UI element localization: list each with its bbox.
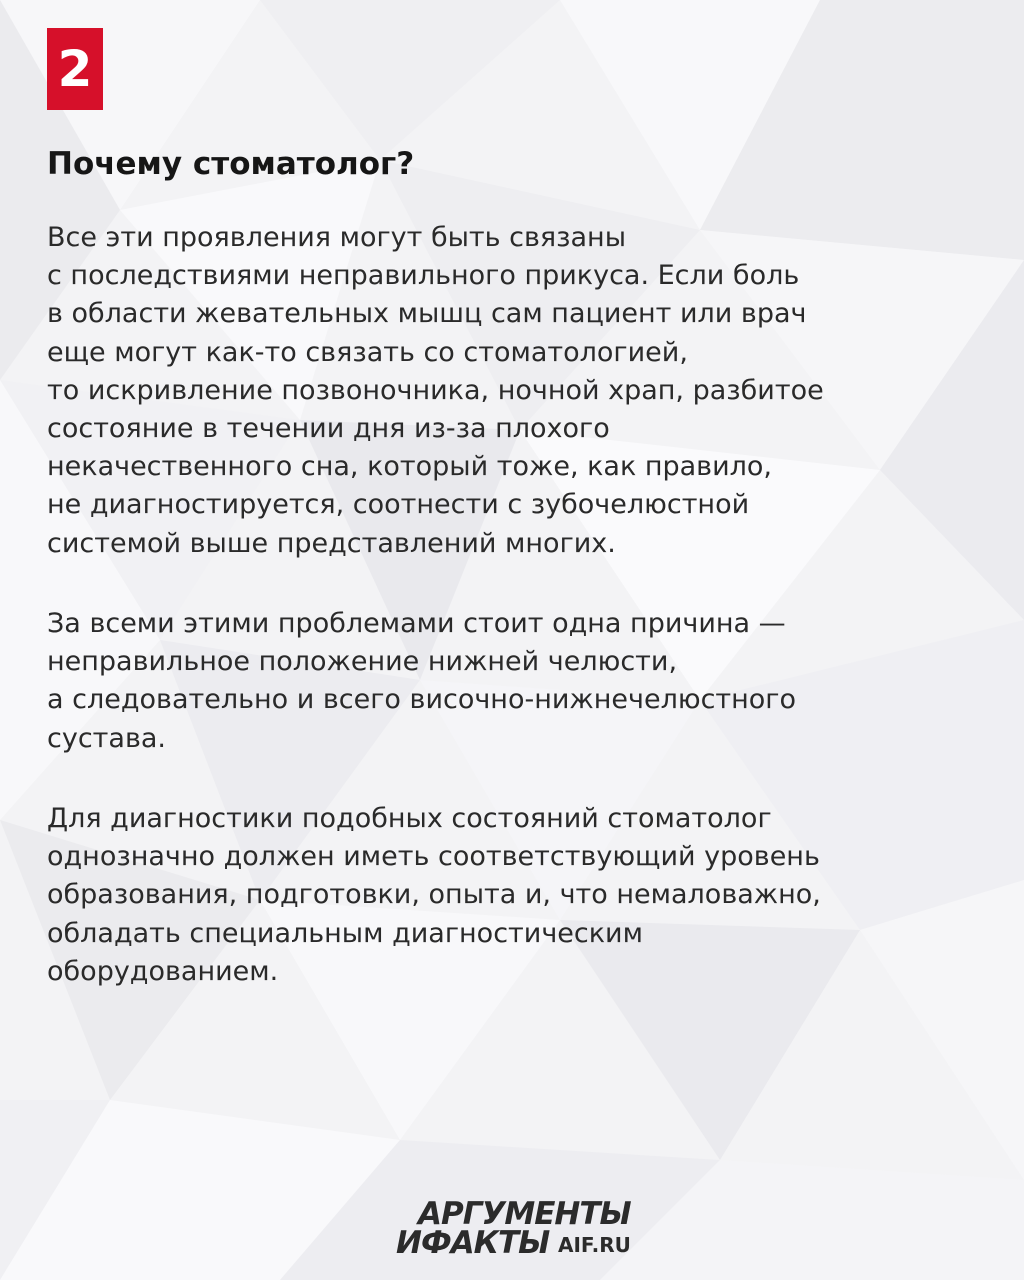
paragraph-line: За всеми этими проблемами стоит одна причина — bbox=[47, 608, 786, 639]
paragraph-line: однозначно должен иметь соответствующий уровень bbox=[47, 841, 820, 873]
paragraph-line: Все эти проявления могут быть связаны bbox=[47, 222, 627, 253]
paragraph-line: некачественного сна, который тоже, как правило, bbox=[47, 451, 773, 483]
logo-line-arguments: АРГУМЕНТЫ bbox=[418, 1196, 631, 1232]
paragraph-line: системой выше представлений многих. bbox=[47, 527, 616, 559]
paragraph-line: состояние в течении дня из-за плохого bbox=[47, 413, 610, 445]
paragraph-2 bbox=[47, 605, 796, 758]
paragraph-line: то искривление позвоночника, ночной храп, разбитое bbox=[47, 374, 824, 406]
slide-title: Почему стоматолог? bbox=[47, 146, 415, 182]
paragraph-line: образования, подготовки, опыта и, что немаловажно, bbox=[47, 879, 821, 911]
paragraph-line: неправильное положение нижней челюсти, bbox=[47, 646, 678, 678]
logo-line-facts: ИФАКТЫ bbox=[396, 1225, 550, 1261]
paragraph-1 bbox=[47, 219, 824, 563]
paragraph-line: сустава. bbox=[47, 722, 166, 754]
aif-logo bbox=[396, 1198, 656, 1262]
paragraph-line: в области жевательных мышц сам пациент или врач bbox=[47, 298, 807, 330]
slide-number-badge: 2 bbox=[47, 28, 103, 110]
paragraph-line: с последствиями неправильного прикуса. Если боль bbox=[47, 260, 800, 292]
paragraph-line: а следовательно и всего височно-нижнечелюстного bbox=[47, 684, 797, 716]
paragraph-line: еще могут как-то связать со стоматологией, bbox=[47, 336, 688, 368]
paragraph-line: не диагностируется, соотнести с зубочелюстной bbox=[47, 489, 750, 521]
paragraph-line: оборудованием. bbox=[47, 955, 279, 987]
logo-site: AIF.RU bbox=[558, 1233, 631, 1257]
paragraph-3 bbox=[47, 800, 821, 991]
paragraph-line: Для диагностики подобных состояний стоматолог bbox=[47, 803, 772, 834]
paragraph-line: обладать специальным диагностическим bbox=[47, 917, 643, 949]
